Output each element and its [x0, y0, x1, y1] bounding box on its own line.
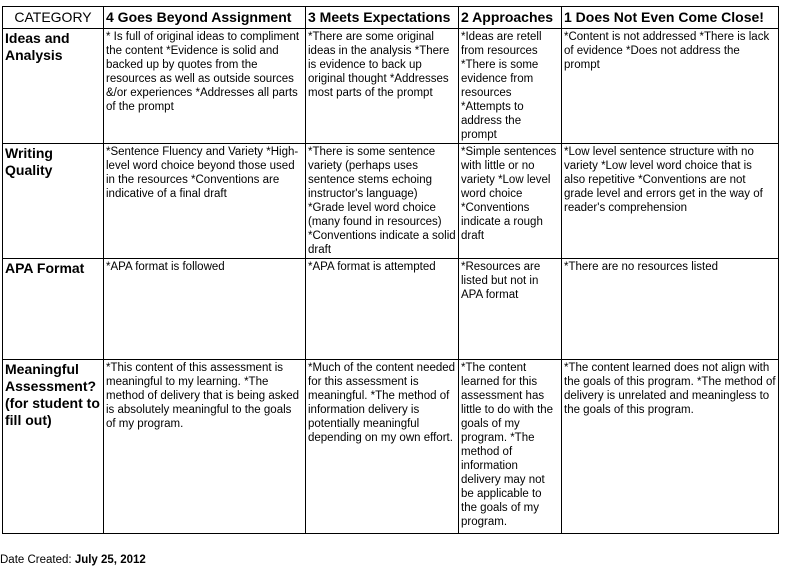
header-row	[3, 7, 779, 29]
table-cell: *There are no resources listed	[562, 259, 779, 360]
table-row-meaningful-assessment	[3, 360, 779, 534]
header-category: CATEGORY	[3, 7, 104, 29]
table-cell: *APA format is attempted	[306, 259, 459, 360]
table-row-apa-format	[3, 259, 779, 360]
table-row-ideas-analysis	[3, 29, 779, 144]
header-level-1: 1 Does Not Even Come Close!	[562, 7, 779, 29]
table-cell: *There is some sentence variety (perhaps uses sentence stems echoing instructor's language) *Grade level word choice (many found in resources) *Conventions indicate a solid draft	[306, 144, 459, 259]
table-cell: *Ideas are retell from resources *There is some evidence from resources *Attempts to address the prompt	[459, 29, 562, 144]
date-created-value: July 25, 2012	[74, 554, 146, 566]
rubric-table	[2, 6, 779, 534]
row-label: Writing Quality	[3, 144, 104, 259]
table-cell: *The content learned does not align with the goals of this program. *The method of delivery is unrelated and meaningless to the goals of this program.	[562, 360, 779, 534]
header-level-2: 2 Approaches	[459, 7, 562, 29]
table-cell: *Low level sentence structure with no variety *Low level word choice that is also repetitive *Conventions are not grade level and errors get in the way of reader's comprehension	[562, 144, 779, 259]
date-created-label: Date Created:	[0, 554, 72, 566]
table-cell: *This content of this assessment is meaningful to my learning. *The method of delivery that is being asked is absolutely meaningful to the goals of my program.	[104, 360, 306, 534]
table-cell: *Sentence Fluency and Variety *High-level word choice beyond those used in the resources *Conventions are indicative of a final draft	[104, 144, 306, 259]
table-cell: * Is full of original ideas to compliment the content *Evidence is solid and backed up by quotes from the resources as well as outside sources &/or experiences *Addresses all parts of the prompt	[104, 29, 306, 144]
header-level-3: 3 Meets Expectations	[306, 7, 459, 29]
table-cell: *Much of the content needed for this assessment is meaningful. *The method of information delivery is potentially meaningful depending on my own effort.	[306, 360, 459, 534]
row-label: APA Format	[3, 259, 104, 360]
table-cell: *The content learned for this assessment has little to do with the goals of my program. *The method of information delivery may not be applicable to the goals of my program.	[459, 360, 562, 534]
header-level-4: 4 Goes Beyond Assignment	[104, 7, 306, 29]
table-cell: *Resources are listed but not in APA format	[459, 259, 562, 360]
row-label: Ideas and Analysis	[3, 29, 104, 144]
table-cell: *APA format is followed	[104, 259, 306, 360]
date-created	[0, 554, 146, 566]
table-cell: *Simple sentences with little or no variety *Low level word choice *Conventions indicate a rough draft	[459, 144, 562, 259]
row-label: Meaningful Assessment? (for student to fill out)	[3, 360, 104, 534]
table-cell: *There are some original ideas in the analysis *There is evidence to back up original thought *Addresses most parts of the prompt	[306, 29, 459, 144]
table-cell: *Content is not addressed *There is lack of evidence *Does not address the prompt	[562, 29, 779, 144]
table-row-writing-quality	[3, 144, 779, 259]
